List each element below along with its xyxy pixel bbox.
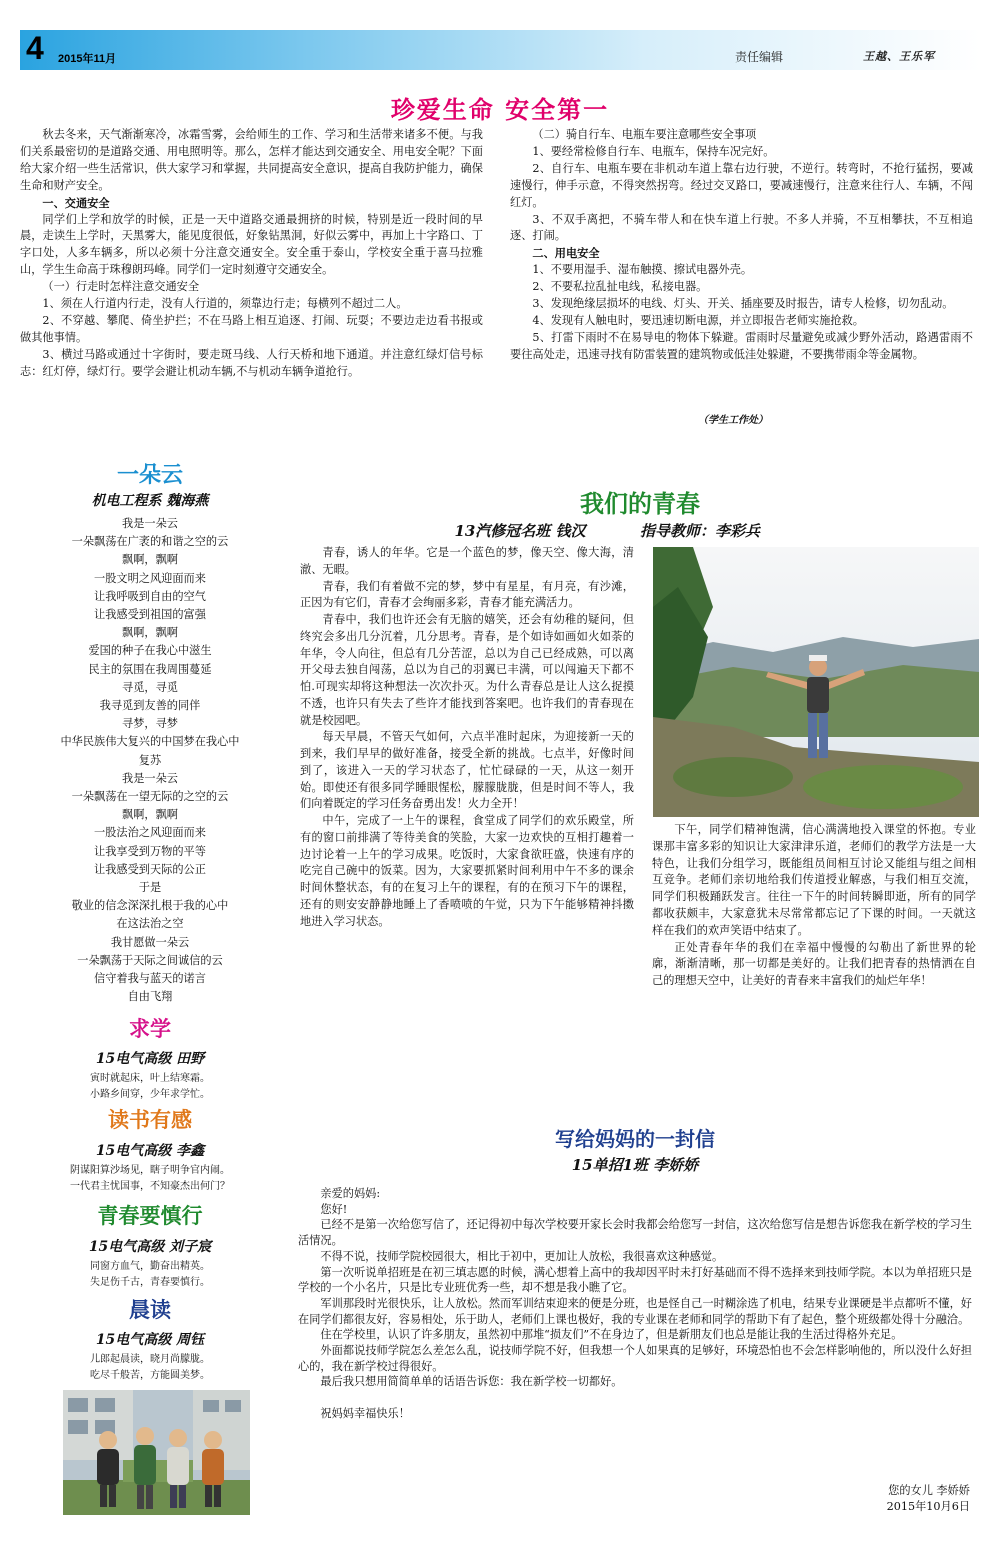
reading-poem-author: 15电气高级 李鑫 xyxy=(95,1143,205,1159)
poem-line: 寻梦，寻梦 xyxy=(122,717,178,731)
youth-poem-lines xyxy=(20,1259,280,1291)
poem-line: 中华民族伟大复兴的中国梦在我心中 xyxy=(60,735,240,749)
safety-paragraph: 同学们上学和放学的时候，正是一天中道路交通最拥挤的时候，特别是近一段时间的早晨，走读生上学时，天黑雾大，能见度很低，好象钻黑洞，好似云雾中，再加上十字路口、丁字口处，人多车辆多，所以必须十分注意交通安全。安全重于泰山，学校安全重于喜马拉雅山，学生生命高于珠穆朗玛峰。同学们一定时刻遵守交通安全。 xyxy=(20,212,483,277)
poem-line: 飘啊，飘啊 xyxy=(122,808,178,822)
youth-photo xyxy=(653,547,979,817)
page-header xyxy=(20,28,980,72)
poem-line: 小路乡间穿，少年求学忙。 xyxy=(90,1089,210,1101)
letter-paragraph: 已经不是第一次给您写信了，还记得初中每次学校要开家长会时我都会给您写一封信，这次给您写信是想告诉您我在新学校的学习生活情况。 xyxy=(298,1218,972,1248)
letter-spacer xyxy=(298,1390,972,1406)
youth-photo-image xyxy=(653,547,979,817)
letter-paragraph: 外面都说技师学院怎么差怎么乱，说技师学院不好，但我想一个人如果真的足够好，环境恐怕也不会怎样影响他的，所以没什么好担心的，我在新学校过得很好。 xyxy=(298,1344,972,1373)
letter-paragraph: 不得不说，技师学院校园很大，相比于初中，更加让人放松，我很喜欢这种感觉。 xyxy=(320,1249,724,1263)
safety-item: 3、发现绝缘层损坏的电线、灯头、开关、插座要及时报告，请专人检修，切勿乱动。 xyxy=(532,297,954,311)
header-bar xyxy=(20,30,980,70)
cloud-poem-title: 一朵云 xyxy=(116,463,183,488)
morning-poem-lines xyxy=(20,1352,280,1384)
letter-paragraph: 第一次听说单招班是在初三填志愿的时候，满心想着上高中的我却因平时未打好基础而不得不选择来到技师学院。本以为单招班只是学校的一个小名片，只是比专业班优秀一些，却不想是我小瞧了它。 xyxy=(298,1265,972,1295)
poem-line: 一朵飘荡在广袤的和谐之空的云 xyxy=(71,535,229,549)
poem-line: 我是一朵云 xyxy=(122,517,178,530)
safety-item: 1、须在人行道内行走，没有人行道的，须靠边行走；每横列不超过二人。 xyxy=(42,297,408,311)
safety-subheading: （一）行走时怎样注意交通安全 xyxy=(42,280,200,294)
poem-line: 阴谋阳算沙场见，瞎子明争官内闹。 xyxy=(70,1165,230,1176)
youth-paragraph: 每天早晨，不管天气如何，六点半准时起床，为迎接新一天的到来，我们早早的做好准备，接受全新的挑战。七点半，好像时间到了，该进入一天的学习状态了，忙忙碌碌的一天，从这一刻开始。即使还有很多同学睡眼惺松，朦朦胧胧，但是时间不等人，我们向着既定的学习任务奋勇出发！火力全开！ xyxy=(300,730,634,811)
youth-paragraph: 青春中，我们也许还会有无脑的嬉笑，还会有幼稚的疑问，但终究会多出几分沉着，几分思考。青春，是个如诗如画如火如荼的年华，令人向往，但总有几分苦涩，总以为自己已经成熟，可以离开父母去独自闯荡，总以为自己的羽翼已丰满，可以闯遍天下都不怕.可现实却将这种想法一次次扑灭。为什么青春总是让人这么捉摸不透，也许只有失去了些许才能找到答案吧。也许我们的青春现在就是校园吧。 xyxy=(300,613,634,727)
poem-line: 飘啊，飘啊 xyxy=(122,553,178,567)
poem-line: 让我享受到万物的平等 xyxy=(94,844,206,858)
youth-poem-title: 青春要慎行 xyxy=(97,1204,203,1228)
poem-line: 让我呼吸到自由的空气 xyxy=(94,589,206,603)
safety-title: 珍爱生命 安全第一 xyxy=(390,96,610,124)
poem-line: 敬业的信念深深扎根于我的心中 xyxy=(71,899,229,913)
safety-item: 3、横过马路或通过十字街时，要走斑马线、人行天桥和地下通道。并注意红绿灯信号标志：红灯停，绿灯行。要学会避让机动车辆,不与机动车辆争道抢行。 xyxy=(20,347,483,378)
poem-line: 儿郎起晨读，晓月尚朦胧。 xyxy=(90,1354,210,1365)
issue-date: 2015年11月 xyxy=(58,53,117,65)
group-photo xyxy=(63,1390,250,1515)
safety-item: 1、不要用湿手、湿布触摸、擦试电器外壳。 xyxy=(532,263,753,277)
poem-line: 自由飞翔 xyxy=(127,990,173,1004)
safety-signature: （学生工作处） xyxy=(698,415,768,426)
poem-line: 一代君主忧国事，不知豪杰出何门？ xyxy=(70,1181,230,1193)
safety-item: 3、不双手离把，不骑车带人和在快车道上行驶。不多人并骑，不互相攀扶，不互相追逐、打闹。 xyxy=(510,212,973,243)
safety-item: 2、不要私拉乱扯电线，私接电器。 xyxy=(532,280,708,294)
safety-item: 5、打雷下雨时不在易导电的物体下躲避。雷雨时尽量避免或减少野外活动，路遇雷雨不要往高处走，迅速寻找有防雷装置的建筑物或低洼处躲避，不要携带雨伞等金属物。 xyxy=(510,330,973,361)
morning-poem-author: 15电气高级 周钰 xyxy=(95,1332,205,1348)
youth-paragraph: 中午，完成了一上午的课程，食堂成了同学们的欢乐殿堂，所有的窗口前排满了等待美食的笑脸，大家一边欢快的互相打趣着一边讨论着一上午的学习成果。吃饭时，大家食欲旺盛，快速有序的吃完自己碗中的饭菜。因为，大家要抓紧时间利用中午不多的课余时间休整状态，有的在复习上午的课程，有的在预习下午的课程，还有的则安安静静地睡上了香喷喷的午觉，只为下午能够精神抖擞地进入学习状态。 xyxy=(300,814,634,928)
reading-poem-title: 读书有感 xyxy=(108,1108,192,1132)
safety-heading: 一、交通安全 xyxy=(42,195,110,210)
poem-line: 飘啊，飘啊 xyxy=(122,626,178,640)
poem-line: 一股法治之风迎面而来 xyxy=(94,826,206,840)
safety-paragraph: 秋去冬来，天气渐渐寒冷，冰霜雪雾，会给师生的工作、学习和生活带来诸多不便。与我们关系最密切的是道路交通、用电照明等。那么，怎样才能达到交通安全、用电安全呢？下面给大家介绍一些生活常识，供大家学习和掌握，共同提高安全意识，提高自我防护能力，确保生命和财产安全。 xyxy=(20,128,483,192)
cloud-poem-lines xyxy=(20,515,280,1006)
youth-article-title: 我们的青春 xyxy=(580,490,700,518)
letter-sign-date: 2015年10月6日 xyxy=(886,1500,970,1513)
poem-line: 在这法治之空 xyxy=(116,917,184,931)
youth-poem-author: 15电气高级 刘子宸 xyxy=(88,1239,212,1255)
letter-paragraph: 住在学校里，认识了许多朋友，虽然初中那堆“损友们”不在身边了，但是新朋友们也总是能让我的生活过得格外充足。 xyxy=(320,1328,903,1342)
safety-item: 1、要经常检修自行车、电瓶车，保持车况完好。 xyxy=(532,144,775,158)
poem-line: 一股文明之风迎面而来 xyxy=(94,571,206,585)
poem-line: 于是 xyxy=(138,881,162,895)
safety-item: 4、发现有人触电时，要迅速切断电源，并立即报告老师实施抢救。 xyxy=(532,313,864,327)
poem-line: 失足伤千古，青春要慎行。 xyxy=(90,1277,210,1289)
letter-author: 15单招1班 李娇娇 xyxy=(571,1156,699,1174)
poem-line: 让我感受到祖国的富强 xyxy=(94,608,206,622)
youth-paragraph: 青春，我们有着做不完的梦，梦中有星星，有月亮，有沙滩，正因为有它们，青春才会绚丽多彩，青春才能充满活力。 xyxy=(300,579,634,610)
letter-hello: 您好! xyxy=(320,1202,348,1216)
poem-line: 寻觅，寻觅 xyxy=(122,680,178,694)
poem-line: 复苏 xyxy=(138,753,162,767)
page-number: 4 xyxy=(26,30,44,66)
reading-poem-lines xyxy=(20,1163,280,1195)
youth-paragraph: 下午，同学们精神饱满，信心满满地投入课堂的怀抱。专业课那丰富多彩的知识让大家津津乐道，老师们的教学方法是一大特色，让我们分组学习，既能组员间相互讨论又能组与组之间相互竞争。老师们亲切地给我们传道授业解惑，与我们相互交流，同学们积极踊跃发言。往往一下午的时间转瞬即逝，所有的同学都收获颇丰，大家意犹未尽常常都忘记了下课的时间。一天就这样在我们的欢声笑语中结束了。 xyxy=(652,823,976,937)
group-photo-image xyxy=(63,1390,250,1515)
safety-subheading: （二）骑自行车、电瓶车要注意哪些安全事项 xyxy=(532,128,757,141)
letter-paragraph: 军训那段时光很快乐，让人放松。然而军训结束迎来的便是分班，也是怪自己一时糊涂选了机电，结果专业课硬是半点都听不懂，好在同学们都很友好，容易相处，乐于助人，老师们上课也极好，我的专业课在老师和同学的帮助下有了起色，整个班级都处得十分融洽。 xyxy=(298,1296,972,1326)
poem-line: 一朵飘荡在一望无际的之空的云 xyxy=(71,790,229,804)
morning-poem-title: 晨读 xyxy=(129,1298,171,1322)
editor-names: 王越、王乐军 xyxy=(863,50,935,63)
study-poem-author: 15电气高级 田野 xyxy=(95,1051,205,1067)
youth-right-column xyxy=(652,822,976,990)
letter-paragraph: 最后我只想用简简单单的话语告诉您：我在新学校一切都好。 xyxy=(320,1375,623,1389)
letter-sign-name: 您的女儿 李娇娇 xyxy=(888,1484,970,1497)
poem-line: 我寻觅到友善的同伴 xyxy=(99,699,201,713)
letter-title: 写给妈妈的一封信 xyxy=(555,1127,715,1151)
cloud-poem-author: 机电工程系 魏海燕 xyxy=(91,493,209,509)
poem-line: 一朵飘荡于天际之间诚信的云 xyxy=(77,953,223,967)
safety-right-column xyxy=(510,127,973,364)
poem-line: 寅时就起床，叶上结寒霜。 xyxy=(90,1073,210,1084)
poem-line: 同窗方血气，勤奋出精英。 xyxy=(90,1261,210,1272)
letter-greeting: 亲爱的妈妈: xyxy=(320,1187,381,1200)
safety-left-column xyxy=(20,127,483,381)
safety-item: 2、自行车、电瓶车要在非机动车道上靠右边行驶，不逆行。转弯时，不抢行猛拐，要减速慢行，伸手示意，不得突然拐弯。经过交叉路口，要减速慢行，注意来往行人、车辆，不闯红灯。 xyxy=(510,161,973,209)
poem-line: 信守着我与蓝天的诺言 xyxy=(94,972,206,986)
letter-body xyxy=(298,1186,972,1422)
youth-article-teacher: 指导教师：李彩兵 xyxy=(640,522,761,540)
youth-paragraph: 正处青春年华的我们在幸福中慢慢的勾勒出了新世界的轮廓，渐渐清晰，那一切都是美好的。让我们把青春的热情洒在自己的理想天空中，让美好的青春来丰富我们的灿烂年华！ xyxy=(652,940,976,988)
poem-line: 我是一朵云 xyxy=(122,771,178,785)
study-poem-lines xyxy=(20,1071,280,1103)
poem-line: 爱国的种子在我心中滋生 xyxy=(88,644,212,658)
safety-heading: 二、用电安全 xyxy=(532,246,600,261)
youth-left-column xyxy=(300,545,634,930)
study-poem-title: 求学 xyxy=(129,1017,171,1041)
safety-item: 2、不穿越、攀爬、倚坐护拦；不在马路上相互追逐、打闹、玩耍；不要边走边看书报或做其他事情。 xyxy=(20,313,483,344)
poem-line: 吃尽千般苦，方能圆美梦。 xyxy=(90,1370,210,1382)
poem-line: 民主的氛围在我周围蔓延 xyxy=(88,662,212,676)
editor-label: 责任编辑 xyxy=(735,50,784,64)
youth-article-author: 13汽修冠名班 钱汉 xyxy=(454,522,586,540)
poem-line: 让我感受到天际的公正 xyxy=(94,862,206,876)
youth-paragraph: 青春，诱人的年华。它是一个蓝色的梦，像天空、像大海，清澈、无暇。 xyxy=(300,546,634,576)
letter-closing: 祝妈妈幸福快乐！ xyxy=(320,1406,410,1420)
poem-line: 我甘愿做一朵云 xyxy=(110,935,190,949)
